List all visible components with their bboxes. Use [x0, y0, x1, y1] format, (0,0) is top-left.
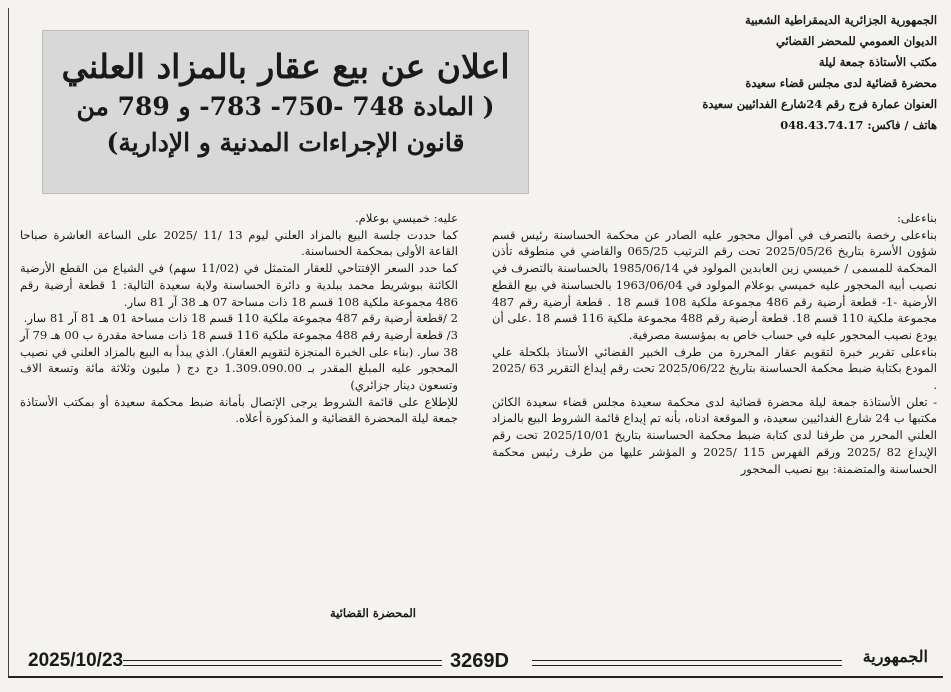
header-line: الجمهورية الجزائرية الديمقراطية الشعبية — [744, 13, 937, 27]
header-line: محضرة قضائية لدى مجلس قضاء سعيدة — [745, 76, 937, 90]
paragraph: بناءعلى رخصة بالتصرف في أموال محجور عليه الصادر عن محكمة الحساسنة رئيس قسم شؤون الأسرة بتاريخ 2025/05/26 تحت رقم الترتيب 065/25 والقاضي في منطوقه تأذن المحكمة للمسمى / خميسي زين العابدين المولود في 1985/06/14 بالحساسنة بالتصرف في نصيب أبيه المحجور عليه خميسي بوعلام المولود في 1963/06/04 بالحساسنة في بيع القطع الأرضية -1- قطعة أرضية رقم 486 مجموعة ملكية 108 قسم 18 . قطعة أرضية رقم 487 مجموعة ملكية 110 قسم 18. قطعة أرضية رقم 488 مجموعة ملكية 116 قسم 18 .على أن يودع نصيب المحجور عليه في حساب خاص به بمؤسسة مصرفية. — [492, 227, 938, 342]
header-line: مكتب الأستاذة جمعة ليلة — [818, 55, 937, 69]
paragraph: 2 /قطعة أرضية رقم 487 مجموعة ملكية 110 قسم 18 ذات مساحة 01 هـ 81 آر 81 سار. — [23, 311, 458, 326]
header-block — [637, 10, 937, 136]
page-frame-bottom — [8, 676, 943, 678]
footer-date: 2025/10/23 — [28, 650, 124, 671]
page-frame-left — [8, 8, 9, 676]
paragraph: للإطلاع على قائمة الشروط يرجى الإتصال بأمانة ضبط محكمة سعيدة أو بمكتب الأستاذة جمعة ليلة المحضرة القضائية و المذكورة أعلاه. — [20, 394, 458, 426]
footer-rule-right — [532, 660, 842, 666]
title-line-3: قانون الإجراءات المدنية و الإدارية) — [106, 128, 465, 157]
paragraph: كما حددت جلسة البيع بالمزاد العلني ليوم 13 /11 /2025 على الساعة العاشرة صباحا القاعة الأولى بمحكمة الحساسنة. — [20, 227, 459, 259]
header-line: هاتف / فاكس: 048.43.74.17 — [780, 118, 937, 132]
right-text-column — [492, 210, 937, 477]
paragraph: بناءعلى: — [896, 211, 937, 225]
title-line-2: ( المادة 748 -750- 783- و 789 من — [76, 92, 495, 121]
paragraph: - تعلن الأستاذة جمعة ليلة محضرة قضائية لدى محكمة سعيدة مجلس قضاء سعيدة الكائن مكتبها ب 24 شارع الفدائيين سعيدة، و الموقعة ادناه، بأنه تم إيداع قائمة الشروط البيع بالمزاد العلني المحرر من طرفنا لدى كتابة ضبط محكمة الحساسنة بتاريخ 2025/10/01 تحت رقم الإيداع 82 /2025 ورقم الفهرس 115 /2025 و المؤشر عليها من طرف رئيس محكمة الحساسنة والمتضمنة: بيع نصيب المحجور — [492, 394, 938, 476]
announcement-title-box — [42, 30, 529, 194]
paragraph: عليه: خميسي بوعلام. — [354, 211, 458, 225]
header-line: العنوان عمارة فرج رقم 24شارع الفدائيين سعيدة — [702, 97, 937, 111]
newspaper-logo: الجمهورية — [859, 647, 932, 666]
left-text-column — [20, 210, 458, 427]
title-line-1: اعلان عن بيع عقار بالمزاد العلني — [61, 47, 510, 86]
issue-number: 3269D — [444, 650, 515, 673]
footer-bar — [12, 647, 940, 674]
signature: المحضرة القضائية — [330, 606, 416, 620]
footer-rule-left — [112, 660, 442, 666]
paragraph: بناءعلى تقرير خبرة لتقويم عقار المحررة من طرف الخبير القضائي الأستاذ بلكحلة علي المودع بكتابة ضبط محكمة الحساسنة بتاريخ 2025/06/22 تحت رقم إيداع التقرير 63 /2025 . — [492, 344, 937, 393]
paragraph: كما حدد السعر الإفتتاحي للعقار المتمثل في (11/02 سهم) في الشياع من القطع الأرضية الكائنة ببوشريط محمد ببلدية و دائرة الحساسنة ولاية سعيدة التالية: 1 قطعة أرضية رقم 486 مجموعة ملكية 108 قسم 18 ذات مساحة 07 هـ 38 آر 81 سار. — [20, 261, 458, 309]
header-line: الديوان العمومي للمحضر القضائي — [775, 34, 937, 48]
paragraph: 3/ قطعة أرضية رقم 488 مجموعة ملكية 116 قسم 18 ذات مساحة مقدرة ب 00 هـ 79 آر 38 سار. (بناء على الخبرة المنجزة لتقويم العقار). الذي يبدأ به البيع بالمزاد العلني في نصيب المحجور عليه المبلغ المقدر بـ 1.309.090.00 دج دج ( مليون وثلاثة مائة وتسعة الاف وتسعون دينار جزائري) — [20, 327, 458, 393]
